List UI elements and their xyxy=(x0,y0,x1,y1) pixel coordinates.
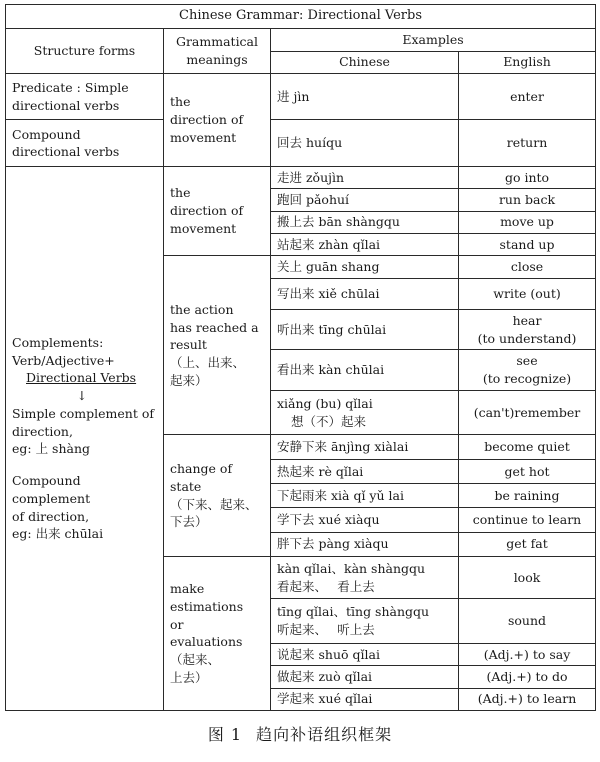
example-chinese: tīng qǐlai、tīng shàngqu 听起来、 听上去 xyxy=(271,599,459,644)
example-chinese: 看出来 kàn chūlai xyxy=(271,350,459,391)
header-english: English xyxy=(459,51,596,73)
example-english: write (out) xyxy=(459,279,596,309)
example-chinese: 说起来 shuō qǐlai xyxy=(271,644,459,666)
example-english: continue to learn xyxy=(459,508,596,532)
example-chinese: 关上 guān shang xyxy=(271,256,459,279)
example-chinese: 跑回 pǎohuí xyxy=(271,189,459,211)
example-english: enter xyxy=(459,73,596,120)
example-chinese: 听出来 tīng chūlai xyxy=(271,309,459,350)
meaning-change-of-state: change of state （下来、起来、 下去） xyxy=(164,435,271,556)
example-chinese: 安静下来 ānjìng xiàlai xyxy=(271,435,459,459)
example-chinese: 学起来 xué qǐlai xyxy=(271,688,459,710)
meaning-direction-of-movement: the direction of movement xyxy=(164,167,271,256)
example-english: (Adj.+) to learn xyxy=(459,688,596,710)
header-chinese: Chinese xyxy=(271,51,459,73)
example-english: go into xyxy=(459,167,596,189)
example-english: (Adj.+) to do xyxy=(459,666,596,688)
example-chinese: 做起来 zuò qǐlai xyxy=(271,666,459,688)
example-chinese: kàn qǐlai、kàn shàngqu 看起来、 看上去 xyxy=(271,556,459,599)
example-english: (Adj.+) to say xyxy=(459,644,596,666)
example-chinese: xiǎng (bu) qǐlai 想（不）起来 xyxy=(271,390,459,435)
example-chinese: 下起雨来 xià qǐ yǔ lai xyxy=(271,484,459,508)
example-english: run back xyxy=(459,189,596,211)
header-structure-forms: Structure forms xyxy=(6,29,164,74)
example-english: sound xyxy=(459,599,596,644)
meaning-estimations-evaluations: make estimations or evaluations （起来、 上去） xyxy=(164,556,271,710)
figure-label: 图 1 xyxy=(207,725,243,744)
figure-title: 趋向补语组织框架 xyxy=(256,725,393,744)
example-english: see (to recognize) xyxy=(459,350,596,391)
example-english: be raining xyxy=(459,484,596,508)
example-english: get fat xyxy=(459,532,596,556)
example-chinese: 学下去 xué xiàqu xyxy=(271,508,459,532)
header-grammatical-meanings: Grammatical meanings xyxy=(164,29,271,74)
figure-caption xyxy=(0,722,600,745)
example-chinese: 胖下去 pàng xiàqu xyxy=(271,532,459,556)
example-chinese: 站起来 zhàn qǐlai xyxy=(271,233,459,255)
example-chinese: 热起来 rè qǐlai xyxy=(271,459,459,483)
example-english: stand up xyxy=(459,233,596,255)
table-title: Chinese Grammar: Directional Verbs xyxy=(6,5,596,29)
structure-compound: Compound directional verbs xyxy=(6,120,164,167)
example-english: look xyxy=(459,556,596,599)
example-english: move up xyxy=(459,211,596,233)
meaning-action-reached-result: the action has reached a result （上、出来、 起来） xyxy=(164,256,271,435)
example-chinese: 进 jìn xyxy=(271,73,459,120)
example-english: (can't)remember xyxy=(459,390,596,435)
down-arrow-icon: ↓ xyxy=(76,388,88,404)
example-english: become quiet xyxy=(459,435,596,459)
example-chinese: 走进 zǒujìn xyxy=(271,167,459,189)
example-english: close xyxy=(459,256,596,279)
header-examples: Examples xyxy=(271,29,596,51)
example-chinese: 搬上去 bān shàngqu xyxy=(271,211,459,233)
directional-verbs-table xyxy=(5,4,596,711)
meaning-direction-of-movement-predicate: the direction of movement xyxy=(164,73,271,166)
example-english: get hot xyxy=(459,459,596,483)
example-english: hear (to understand) xyxy=(459,309,596,350)
example-chinese: 回去 huíqu xyxy=(271,120,459,167)
example-english: return xyxy=(459,120,596,167)
structure-predicate: Predicate : Simple directional verbs xyxy=(6,73,164,120)
structure-complements: Complements: Verb/Adjective+ Directional Verbs ↓ Simple complement of direction, eg: 上 shàng Compound complement of direction, eg: 出来 chūlai xyxy=(6,167,164,711)
example-chinese: 写出来 xiě chūlai xyxy=(271,279,459,309)
